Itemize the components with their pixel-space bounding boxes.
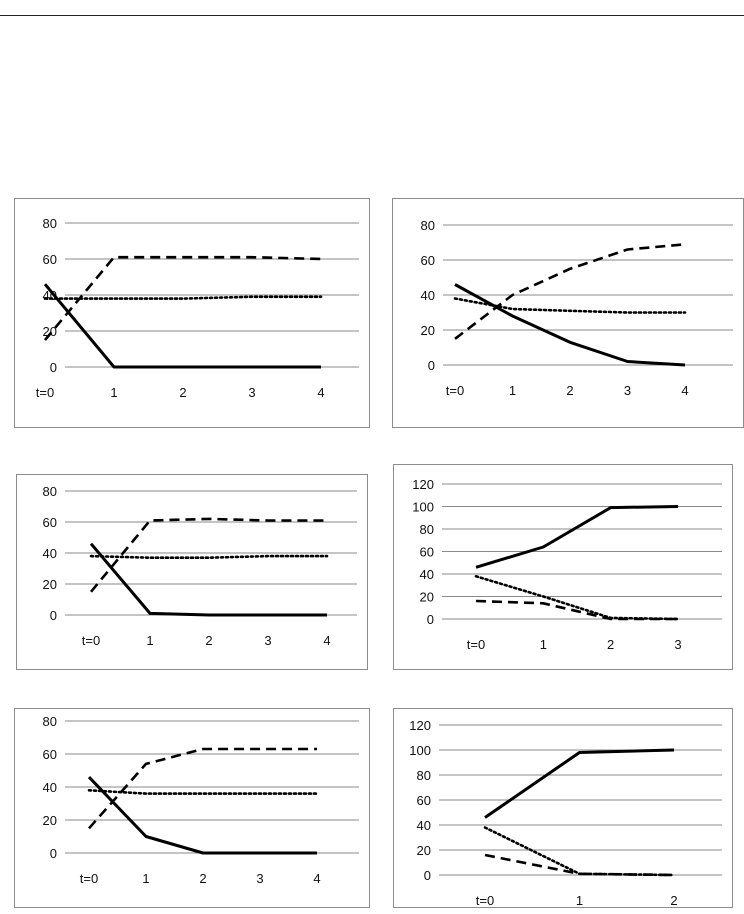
y-tick-label: 80 xyxy=(42,216,57,231)
x-tick-label: 4 xyxy=(681,383,689,398)
series-line-dashed xyxy=(476,601,678,619)
x-tick-label: 4 xyxy=(323,633,331,648)
chart-svg xyxy=(15,199,369,427)
y-tick-label: 60 xyxy=(42,252,57,267)
y-tick-label: 80 xyxy=(420,218,435,233)
chart-svg xyxy=(393,199,743,427)
chart-svg xyxy=(394,709,732,907)
chart-svg xyxy=(17,475,367,669)
y-tick-label: 60 xyxy=(42,515,57,530)
y-tick-label: 0 xyxy=(49,846,57,861)
y-tick-label: 0 xyxy=(49,360,57,375)
x-tick-label: 1 xyxy=(110,385,118,400)
chart-panel-1 xyxy=(14,198,370,428)
chart-panel-2 xyxy=(392,198,744,428)
series-line-dotted xyxy=(45,297,321,299)
x-tick-label: 1 xyxy=(539,637,547,652)
x-tick-label: t=0 xyxy=(79,871,99,886)
y-tick-label: 40 xyxy=(420,288,435,303)
x-tick-label: 3 xyxy=(248,385,256,400)
x-tick-label: 2 xyxy=(566,383,574,398)
y-tick-label: 80 xyxy=(42,484,57,499)
series-line-dashed xyxy=(455,244,685,338)
y-tick-label: 40 xyxy=(416,818,431,833)
series-line-dotted xyxy=(476,576,678,619)
series-line-solid xyxy=(455,285,685,366)
chart-svg xyxy=(15,709,369,907)
x-tick-label: t=0 xyxy=(445,383,465,398)
x-tick-label: t=0 xyxy=(475,893,495,908)
x-tick-label: 2 xyxy=(179,385,187,400)
series-line-dotted xyxy=(485,828,674,876)
chart-panel-5 xyxy=(14,708,370,908)
series-line-dotted xyxy=(455,299,685,313)
y-tick-label: 20 xyxy=(42,577,57,592)
y-tick-label: 0 xyxy=(423,868,431,883)
series-line-dashed xyxy=(485,855,674,875)
y-tick-label: 40 xyxy=(419,567,434,582)
y-tick-label: 20 xyxy=(416,843,431,858)
y-tick-label: 60 xyxy=(42,747,57,762)
x-tick-label: 1 xyxy=(508,383,517,398)
y-tick-label: 100 xyxy=(409,743,431,758)
y-tick-label: 40 xyxy=(42,288,57,303)
y-tick-label: 60 xyxy=(419,544,434,560)
y-tick-label: 20 xyxy=(419,589,434,605)
x-tick-label: 3 xyxy=(674,637,682,652)
y-tick-label: 0 xyxy=(49,608,57,623)
series-line-solid xyxy=(91,544,327,615)
series-line-dashed xyxy=(89,749,317,828)
y-tick-label: 80 xyxy=(416,768,431,783)
y-tick-label: 0 xyxy=(426,612,434,627)
y-tick-label: 40 xyxy=(42,780,57,795)
y-tick-label: 20 xyxy=(42,324,57,339)
x-tick-label: 3 xyxy=(623,383,632,398)
y-tick-label: 80 xyxy=(419,522,434,537)
x-tick-label: 1 xyxy=(142,871,150,886)
y-tick-label: 120 xyxy=(409,718,431,733)
chart-svg xyxy=(394,465,732,669)
x-tick-label: 3 xyxy=(256,871,264,886)
chart-panel-4 xyxy=(393,464,733,670)
y-tick-label: 0 xyxy=(427,358,435,373)
series-line-solid xyxy=(476,507,678,568)
y-tick-label: 20 xyxy=(42,813,57,828)
y-tick-label: 20 xyxy=(420,323,435,338)
y-tick-label: 100 xyxy=(412,499,434,515)
x-tick-label: 2 xyxy=(199,871,207,886)
x-tick-label: 1 xyxy=(146,633,154,648)
x-tick-label: t=0 xyxy=(81,633,101,648)
x-tick-label: 3 xyxy=(264,633,272,648)
x-tick-label: 4 xyxy=(313,871,321,886)
page-top-rule xyxy=(0,15,744,16)
chart-panel-6 xyxy=(393,708,733,908)
y-tick-label: 80 xyxy=(42,714,57,729)
series-line-dotted xyxy=(91,556,327,558)
y-tick-label: 120 xyxy=(412,477,434,492)
y-tick-label: 60 xyxy=(416,793,431,808)
x-tick-label: 1 xyxy=(575,893,584,908)
x-tick-label: 2 xyxy=(205,633,213,648)
x-tick-label: 4 xyxy=(317,385,325,400)
series-line-solid xyxy=(485,750,674,818)
chart-panel-3 xyxy=(16,474,368,670)
y-tick-label: 60 xyxy=(420,253,435,268)
y-tick-label: 40 xyxy=(42,546,57,561)
x-tick-label: 2 xyxy=(607,637,615,652)
x-tick-label: t=0 xyxy=(35,385,55,400)
x-tick-label: t=0 xyxy=(466,637,486,652)
x-tick-label: 2 xyxy=(670,893,678,908)
